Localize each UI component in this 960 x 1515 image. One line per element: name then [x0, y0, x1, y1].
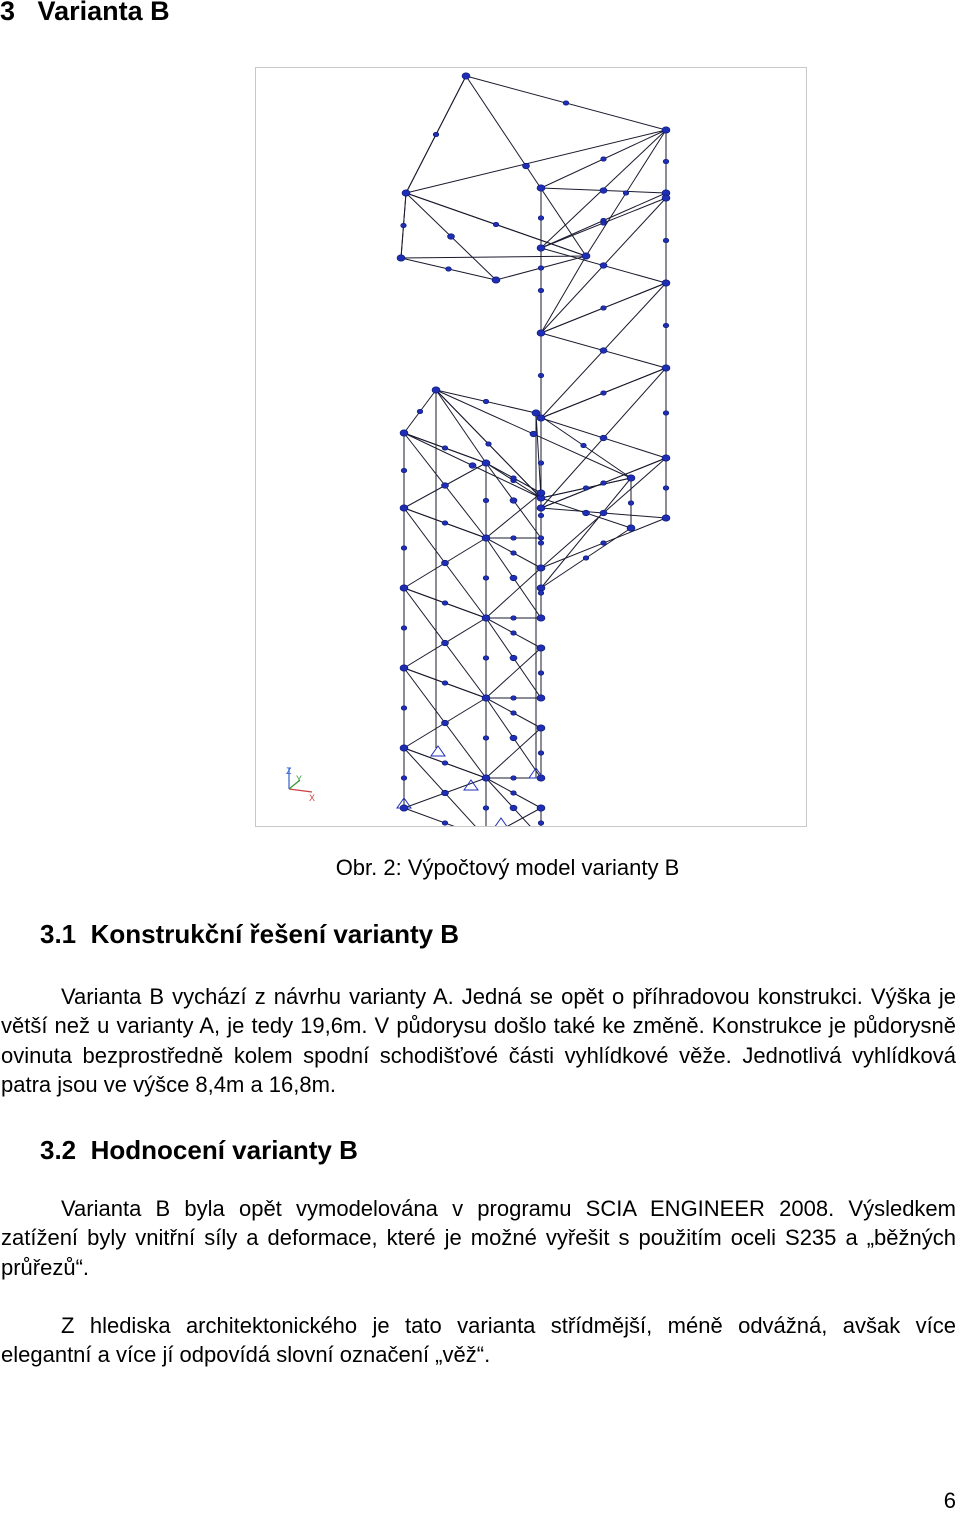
- frame-node: [442, 446, 448, 450]
- frame-node: [662, 280, 670, 286]
- frame-node: [538, 288, 544, 292]
- frame-node: [627, 475, 635, 481]
- frame-node: [601, 541, 607, 545]
- frame-member: [401, 256, 586, 258]
- frame-node: [538, 591, 544, 595]
- frame-node: [401, 626, 407, 630]
- frame-node: [538, 266, 544, 270]
- frame-node: [663, 486, 669, 490]
- structural-model-drawing: [256, 68, 806, 826]
- frame-node: [600, 263, 607, 269]
- subsection-heading-3-1: [40, 919, 459, 950]
- frame-node: [401, 546, 407, 550]
- frame-node: [511, 631, 517, 635]
- frame-node: [600, 510, 607, 516]
- frame-node: [662, 515, 670, 521]
- frame-node: [511, 616, 517, 620]
- frame-node: [486, 442, 492, 446]
- frame-node: [442, 483, 449, 489]
- frame-node: [433, 132, 439, 136]
- frame-node: [662, 365, 670, 371]
- frame-node: [442, 821, 448, 825]
- frame-node: [483, 736, 489, 740]
- frame-node: [397, 255, 405, 261]
- frame-node: [601, 157, 607, 161]
- frame-node: [401, 706, 407, 710]
- support-icon: [431, 746, 445, 756]
- frame-node: [538, 373, 544, 377]
- frame-node: [537, 490, 545, 496]
- frame-node: [482, 615, 490, 621]
- heading-number: 3: [0, 0, 16, 26]
- paragraph-hodnoceni-1: Varianta B byla opět vymodelována v programu SCIA ENGINEER 2008. Výsledkem zatížení byly vnitřní síly a deformace, které je možné vyřešit s použitím oceli S235 a „běžných průřezů“.: [1, 1196, 956, 1280]
- frame-node: [483, 806, 489, 810]
- frame-member: [406, 130, 666, 193]
- frame-node: [511, 551, 517, 555]
- frame-node: [483, 498, 489, 502]
- frame-node: [401, 776, 407, 780]
- frame-node: [537, 565, 545, 571]
- frame-node: [538, 821, 544, 825]
- subsection-title: Konstrukční řešení varianty B: [90, 919, 460, 949]
- frame-node: [400, 430, 408, 436]
- frame-node: [442, 720, 449, 726]
- frame-node: [400, 745, 408, 751]
- frame-node: [400, 665, 408, 671]
- frame-node: [600, 188, 607, 194]
- frame-node: [483, 576, 489, 580]
- frame-node: [510, 655, 517, 661]
- frame-node: [402, 190, 410, 196]
- frame-node: [401, 468, 407, 472]
- figure-caption: Obr. 2: Výpočtový model varianty B: [335, 855, 680, 880]
- frame-node: [601, 481, 607, 485]
- frame-node: [537, 330, 545, 336]
- frame-node: [663, 411, 669, 415]
- frame-node: [462, 73, 470, 79]
- frame-node: [663, 159, 669, 163]
- frame-node: [537, 805, 545, 811]
- frame-member: [541, 256, 586, 333]
- frame-node: [511, 791, 517, 795]
- frame-node: [601, 306, 607, 310]
- frame-node: [442, 601, 448, 605]
- frame-node: [446, 267, 452, 271]
- frame-node: [537, 645, 545, 651]
- frame-node: [492, 277, 500, 283]
- frame-node: [662, 455, 670, 461]
- frame-node: [442, 681, 448, 685]
- frame-node: [538, 671, 544, 675]
- frame-node: [511, 776, 517, 780]
- frame-node: [482, 775, 490, 781]
- frame-member: [536, 413, 541, 498]
- structural-model-figure: [255, 67, 807, 827]
- frame-node: [442, 790, 449, 796]
- frame-node: [537, 725, 545, 731]
- frame-node: [538, 751, 544, 755]
- axis-x-label: X: [309, 793, 316, 803]
- frame-node: [583, 556, 589, 560]
- frame-node: [482, 535, 490, 541]
- frame-node: [510, 735, 517, 741]
- paragraph-konstrukcni-reseni: Varianta B vychází z návrhu varianty A. Jedná se opět o příhradovou konstrukci. Výška je větší než u varianty A, je tedy 19,6m. V půdorysu došlo také ke změně. Konstrukce je půdorysně ovinuta bezprostředně kolem spodní schodišťové části vyhlídkové věže. Jednotlivá vyhlídková patra jsou ve výšce 8,4m a 16,8m.: [1, 984, 956, 1097]
- frame-node: [510, 498, 517, 504]
- frame-node: [582, 253, 590, 259]
- frame-node: [538, 216, 544, 220]
- frame-node: [537, 615, 545, 621]
- frame-node: [583, 486, 589, 490]
- frame-node: [662, 127, 670, 133]
- frame-node: [537, 245, 545, 251]
- axis-z-label: Z: [286, 766, 292, 776]
- frame-node: [442, 761, 448, 765]
- frame-node: [530, 431, 537, 437]
- frame-node: [601, 221, 607, 225]
- frame-node: [628, 501, 634, 505]
- frame-node: [537, 505, 545, 511]
- axis-indicator: [286, 766, 315, 803]
- frame-node: [538, 513, 544, 517]
- subsection-heading-3-2: [40, 1135, 358, 1166]
- frame-node: [537, 185, 545, 191]
- frame-node: [400, 585, 408, 591]
- frame-node: [493, 222, 499, 226]
- frame-node: [400, 505, 408, 511]
- frame-node: [538, 536, 544, 540]
- frame-node: [538, 541, 544, 545]
- frame-node: [523, 163, 530, 169]
- subsection-number: 3.2: [40, 1135, 77, 1165]
- frame-node: [600, 348, 607, 354]
- heading-title: Varianta B: [37, 0, 170, 26]
- frame-node: [482, 695, 490, 701]
- axis-y-label: Y: [296, 774, 303, 784]
- support-icon: [494, 818, 508, 826]
- frame-node: [432, 387, 440, 393]
- subsection-number: 3.1: [40, 919, 77, 949]
- frame-node: [511, 536, 517, 540]
- frame-node: [662, 195, 670, 201]
- frame-member: [486, 778, 541, 826]
- frame-node: [442, 640, 449, 646]
- frame-node: [482, 460, 490, 466]
- frame-node: [483, 656, 489, 660]
- frame-node: [563, 101, 569, 105]
- frame-node: [600, 435, 607, 441]
- frame-node: [448, 234, 455, 240]
- page-number: 6: [943, 1488, 956, 1513]
- frame-node: [511, 476, 517, 480]
- frame-node: [583, 510, 590, 516]
- frame-member: [404, 748, 486, 826]
- frame-node: [469, 463, 476, 469]
- frame-node: [417, 409, 423, 413]
- frame-node: [511, 696, 517, 700]
- frame-node: [483, 399, 489, 403]
- section-heading: [0, 0, 170, 27]
- frame-node: [401, 223, 407, 227]
- frame-node: [511, 711, 517, 715]
- frame-node: [510, 805, 517, 811]
- frame-node: [581, 443, 587, 447]
- frame-node: [623, 191, 629, 195]
- frame-node: [538, 461, 544, 465]
- frame-node: [601, 391, 607, 395]
- frame-node: [537, 695, 545, 701]
- frame-node: [532, 410, 540, 416]
- paragraph-hodnoceni-2: Z hlediska architektonického je tato varianta střídmější, méně odvážná, avšak více elegantní a více jí odpovídá slovní označení „věž“.: [1, 1313, 956, 1368]
- frame-node: [442, 521, 448, 525]
- frame-node: [627, 525, 635, 531]
- frame-node: [663, 238, 669, 242]
- frame-node: [663, 323, 669, 327]
- frame-node: [537, 585, 545, 591]
- frame-node: [442, 560, 449, 566]
- subsection-title: Hodnocení varianty B: [90, 1135, 358, 1165]
- frame-node: [510, 575, 517, 581]
